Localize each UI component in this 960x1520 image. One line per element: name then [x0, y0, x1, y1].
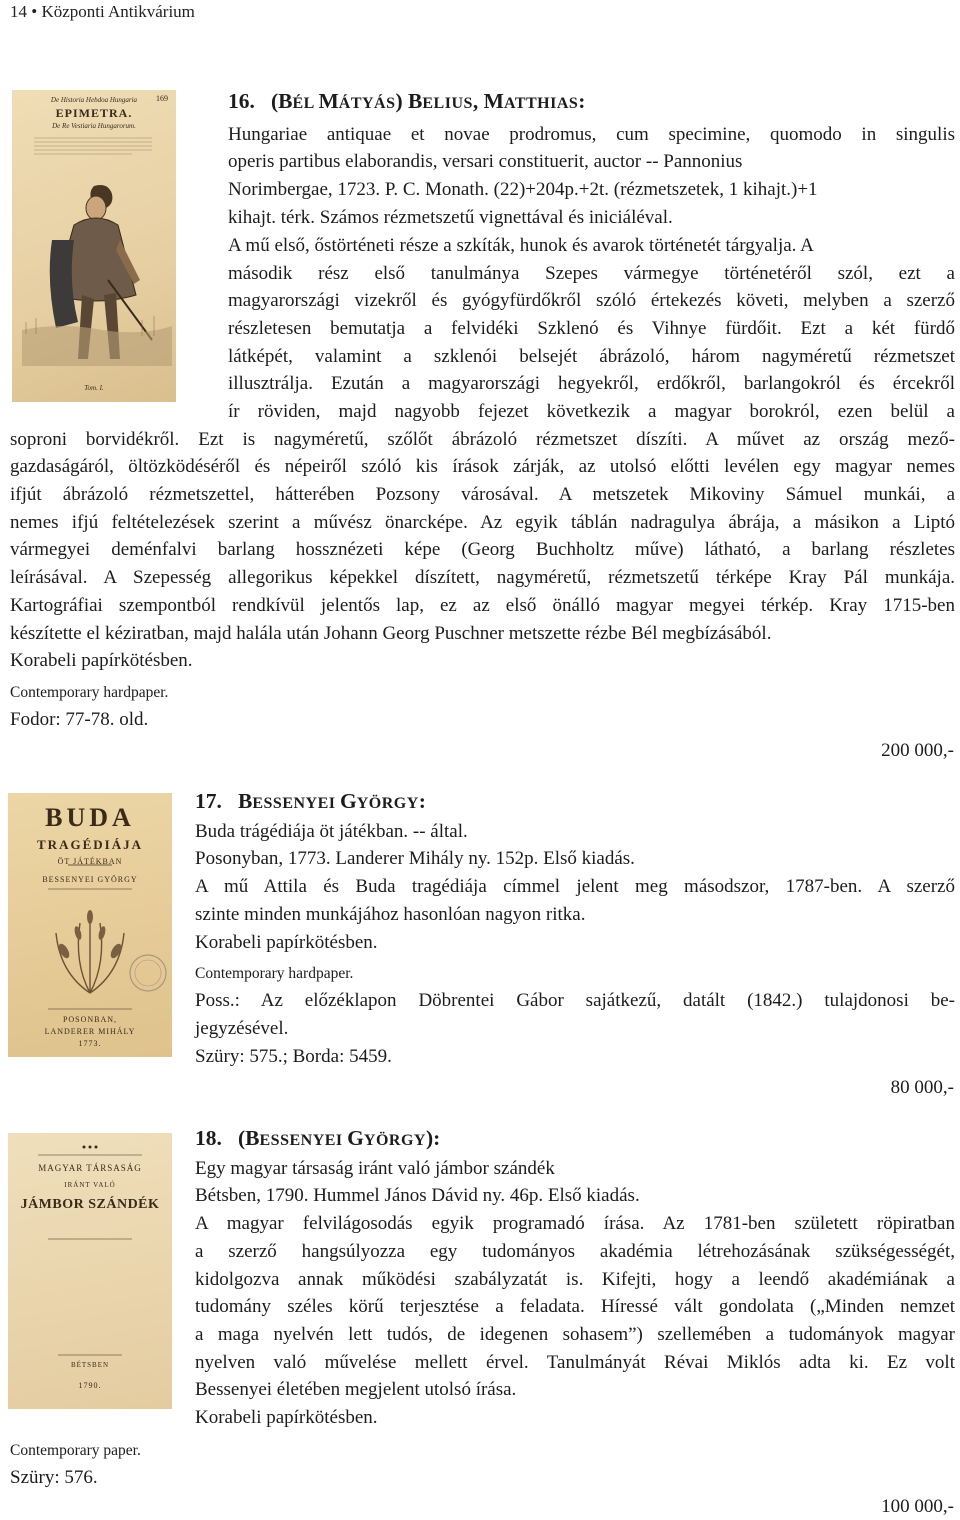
entry-16-line: kihajt. térk. Számos rézmetszetű vignettával és iniciáléval. — [228, 207, 673, 228]
entry-16-line: ír röviden, majd nagyobb fejezet következik a magyar borokról, ezen belül a — [228, 401, 955, 422]
entry-17-line: A mű Attila és Buda tragédiája címmel jelent meg másodszor, 1787-ben. A szerző — [195, 876, 955, 897]
plate-page: 169 — [156, 94, 168, 103]
book-year: 1773. — [78, 1039, 102, 1048]
entry-16-line: ifjút ábrázoló rézmetszettel, hátterében Pozsony városával. A metszetek Mikoviny Sámuel munkái, a — [10, 484, 955, 505]
title-part: ESSENYEI — [252, 795, 340, 812]
entry-18-reference: Szüry: 576. — [10, 1467, 98, 1488]
entry-16-line: Hungariae antiquae et novae prodromus, cum specimine, quomodo in singulis — [228, 124, 955, 145]
title-part: (B — [238, 1126, 260, 1150]
title-part: ÉL — [292, 95, 319, 112]
entry-16-title — [228, 87, 585, 118]
entry-18-image — [8, 1133, 172, 1409]
title-part: G — [347, 1126, 364, 1150]
entry-18-line: nyelven való művelése mellett érvel. Tanulmányát Révai Miklós adta ki. Ez volt — [195, 1352, 955, 1373]
title-part: ATTHIAS — [503, 95, 579, 112]
entry-16-line: nemes ifjú feltételezések szerint a művész önarcképe. Az egyik táblán nadragulya ábrája, a másikon a Liptó — [10, 512, 955, 533]
entry-16-line: operis partibus elaborandis, versari constituerit, auctor -- Pannonius — [228, 151, 743, 172]
entry-17-line: Korabeli papírkötésben. — [195, 932, 378, 953]
book-imprint: POSONBAN, — [62, 1015, 118, 1024]
entry-17-line: jegyzésével. — [195, 1018, 289, 1039]
title-part: G — [340, 789, 357, 813]
entry-18-line: Bessenyei életében megjelent utolsó írása. — [195, 1379, 517, 1400]
entry-17-line: Posonyban, 1773. Landerer Mihály ny. 152p. Első kiadás. — [195, 848, 635, 869]
entry-17-line: Buda trágédiája öt játékban. -- által. — [195, 821, 468, 842]
entry-18-line: Korabeli papírkötésben. — [195, 1407, 378, 1428]
entry-16-line: A mű első, őstörténeti része a szkíták, hunok és avarok történetét tárgyalja. A — [228, 235, 814, 256]
title-part: YÖRGY — [363, 1132, 426, 1149]
entry-17-image — [8, 793, 172, 1057]
plate-subtitle: De Re Vestiaria Hungarorum. — [52, 122, 136, 130]
entry-16-line: Norimbergae, 1723. P. C. Monath. (22)+204p.+2t. (rézmetszetek, 1 kihajt.)+1 — [228, 179, 818, 200]
entry-16-reference: Fodor: 77-78. old. — [10, 709, 149, 730]
entry-16-line: Kartográfiai szempontból rendkívül jelentős lap, ez az első önálló magyar megyei térkép. Kray 1715-ben — [10, 595, 955, 616]
engraved-figure — [12, 90, 176, 402]
book-subtitle: TRAGÉDIÁJA — [37, 837, 143, 852]
entry-16-line: magyarországi vizekről és gyógyfürdőkről szóló értekezés követi, melyben a szerző — [228, 290, 955, 311]
entry-16-line: készítette el kéziratban, majd halála után Johann Georg Puschner metszette rézbe Bél megbízásából. — [10, 623, 772, 644]
book-title: BUDA — [45, 803, 135, 832]
entry-16-binding-en: Contemporary hardpaper. — [10, 684, 169, 701]
plate-title: EPIMETRA. — [55, 106, 133, 120]
title-part: YÖRGY — [356, 795, 419, 812]
entry-number: 17. — [195, 789, 222, 813]
book-year: 1790. — [78, 1381, 102, 1390]
entry-16-line: gazdaságáról, öltözködéséről és népeiről szóló kis írások zárják, az utolsó előtti levélen egy magyar nemes — [10, 456, 955, 477]
entry-number: 18. — [195, 1126, 222, 1150]
entry-17-binding-en: Contemporary hardpaper. — [195, 965, 354, 982]
entry-18-binding-en: Contemporary paper. — [10, 1442, 141, 1459]
entry-18-line: kidolgozva annak működési szabályzatát is. Kifejti, hogy a leendő akadémiának a — [195, 1269, 955, 1290]
entry-18-line: a maga nyelvén lett tudós, de idegenen sohasem”) szellemében a tudományok magyar — [195, 1324, 955, 1345]
entry-17-line: Poss.: Az előzéklapon Döbrentei Gábor sajátkezű, datált (1842.) tulajdonosi be- — [195, 990, 955, 1011]
entry-18-line: Bétsben, 1790. Hummel János Dávid ny. 46p. Első kiadás. — [195, 1185, 640, 1206]
entry-17-line: szinte minden munkájához hasonlóan nagyon ritka. — [195, 904, 586, 925]
entry-number: 16. — [228, 89, 255, 113]
title-part: B — [238, 789, 253, 813]
page-number: 14 — [10, 2, 27, 21]
entry-16-line: vármegyei deménfalvi barlang hossznézeti képe (Georg Buchholtz műve) látható, a barlang részletes — [10, 539, 955, 560]
title-part: ÁTYÁS — [338, 95, 396, 112]
title-part: ELIUS — [422, 95, 473, 112]
title-part: , M — [472, 89, 504, 113]
book-line3: ÖT JÁTÉKBAN — [57, 857, 123, 866]
book-subtitle: IRÁNT VALÓ — [64, 1181, 116, 1189]
book-title: MAGYAR TÁRSASÁG — [38, 1163, 142, 1173]
entry-16-line: leírásával. A Szepesség allegorikus képekkel díszített, nagyméretű, rézmetszetű térképe Kray Pál munkája. — [10, 567, 955, 588]
entry-16-line: illusztrálja. Ezután a magyarországi hegyekről, erdőkről, barlangokról és ércekről — [228, 373, 955, 394]
entry-18-title — [195, 1124, 440, 1155]
entry-18-line: tudomány széles körű terjesztése a feladata. Híressé vált gondolata („Minden nemzet — [195, 1296, 955, 1317]
entry-18-line: Egy magyar társaság iránt való jámbor szándék — [195, 1158, 555, 1179]
title-part: : — [578, 89, 586, 113]
title-part: ESSENYEI — [259, 1132, 348, 1149]
title-part: M — [318, 89, 339, 113]
entry-16-line: soproni borvidékről. Ezt is nagyméretű, szőlőt ábrázoló rézmetszet díszíti. A művet az ország mező- — [10, 429, 955, 450]
title-part: : — [418, 789, 426, 813]
entry-16-line: második rész első tanulmánya Szepes vármegye történetéről szól, ezt a — [228, 263, 955, 284]
plate-header: De Historia Hebdoa Hungaria — [50, 96, 138, 104]
entry-16-price: 200 000,- — [881, 740, 954, 761]
entry-16-line: látképét, valamint a szklenói belsejét ábrázoló, három nagyméretű rézmetszet — [228, 346, 955, 367]
book-main-title: JÁMBOR SZÁNDÉK — [20, 1197, 160, 1212]
title-part: (B — [271, 89, 293, 113]
title-part: ) B — [395, 89, 423, 113]
entry-18-line: A magyar felvilágosodás egyik programadó írása. Az 1781-ben született röpiratban — [195, 1213, 955, 1234]
running-header — [10, 0, 195, 24]
header-publisher: Központi Antikvárium — [41, 2, 195, 21]
book-printer: LANDERER MIHÁLY — [44, 1027, 136, 1036]
entry-16-line: Korabeli papírkötésben. — [10, 650, 193, 671]
entry-17-line: Szüry: 575.; Borda: 5459. — [195, 1046, 392, 1067]
title-part: ): — [425, 1126, 441, 1150]
entry-16-line: részletesen bemutatja a felvidéki Szklenó és Vihnye fürdőit. Ezt a két fürdő — [228, 318, 955, 339]
header-separator: • — [31, 2, 38, 21]
entry-17-title — [195, 787, 426, 818]
entry-18-price: 100 000,- — [881, 1496, 954, 1517]
entry-16-image — [12, 90, 176, 402]
book-author: BESSENYEI GYÖRGY — [42, 875, 138, 884]
plate-caption: Tom. I. — [84, 384, 104, 392]
book-imprint: BÉTSBEN — [70, 1361, 110, 1369]
entry-18-line: a szerző hangsúlyozza egy tudományos akadémia létrehozásának szükségességét, — [195, 1241, 955, 1262]
entry-17-price: 80 000,- — [890, 1077, 954, 1098]
